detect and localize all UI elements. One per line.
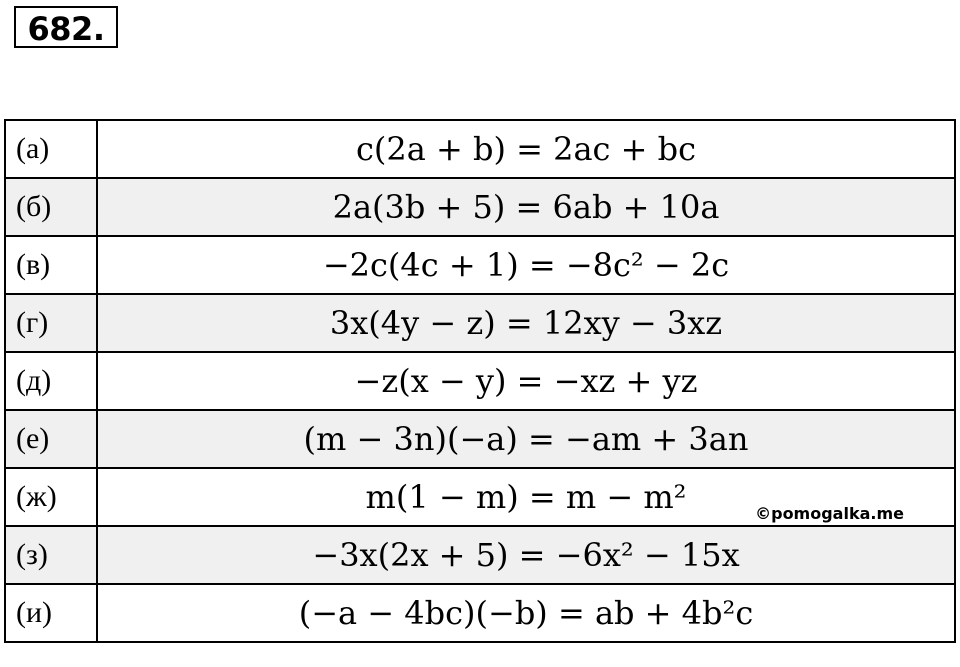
row-label: (а) bbox=[5, 120, 97, 178]
table-row bbox=[5, 236, 955, 294]
table-row bbox=[5, 468, 955, 526]
row-formula bbox=[97, 294, 955, 352]
row-label: (в) bbox=[5, 236, 97, 294]
row-label: (ж) bbox=[5, 468, 97, 526]
row-formula bbox=[97, 236, 955, 294]
row-formula bbox=[97, 468, 955, 526]
row-formula bbox=[97, 526, 955, 584]
formula-text: c(2a + b) = 2ac + bc bbox=[355, 130, 697, 168]
formula-text: (m − 3n)(−a) = −am + 3an bbox=[303, 420, 749, 458]
formula-text: (−a − 4bc)(−b) = ab + 4b²c bbox=[298, 594, 754, 632]
row-label: (и) bbox=[5, 584, 97, 642]
table-row bbox=[5, 526, 955, 584]
row-formula bbox=[97, 120, 955, 178]
formula-text: m(1 − m) = m − m² bbox=[365, 478, 687, 516]
table-row bbox=[5, 352, 955, 410]
row-formula bbox=[97, 584, 955, 642]
row-label: (б) bbox=[5, 178, 97, 236]
formula-text: 2a(3b + 5) = 6ab + 10a bbox=[332, 188, 720, 226]
watermark: ©pomogalka.me bbox=[755, 504, 904, 523]
task-number: 682. bbox=[14, 6, 118, 48]
table-row bbox=[5, 410, 955, 468]
row-label: (з) bbox=[5, 526, 97, 584]
formula-text: 3x(4y − z) = 12xy − 3xz bbox=[329, 304, 723, 342]
table-row bbox=[5, 120, 955, 178]
row-formula bbox=[97, 352, 955, 410]
row-label: (г) bbox=[5, 294, 97, 352]
formula-text: −2c(4c + 1) = −8c² − 2c bbox=[322, 246, 730, 284]
row-label: (е) bbox=[5, 410, 97, 468]
row-formula bbox=[97, 410, 955, 468]
formula-text: −3x(2x + 5) = −6x² − 15x bbox=[312, 536, 740, 574]
table-row bbox=[5, 178, 955, 236]
table-row bbox=[5, 584, 955, 642]
row-label: (д) bbox=[5, 352, 97, 410]
formula-text: −z(x − y) = −xz + yz bbox=[354, 362, 698, 400]
row-formula bbox=[97, 178, 955, 236]
table-row bbox=[5, 294, 955, 352]
exercises-table bbox=[4, 119, 956, 643]
